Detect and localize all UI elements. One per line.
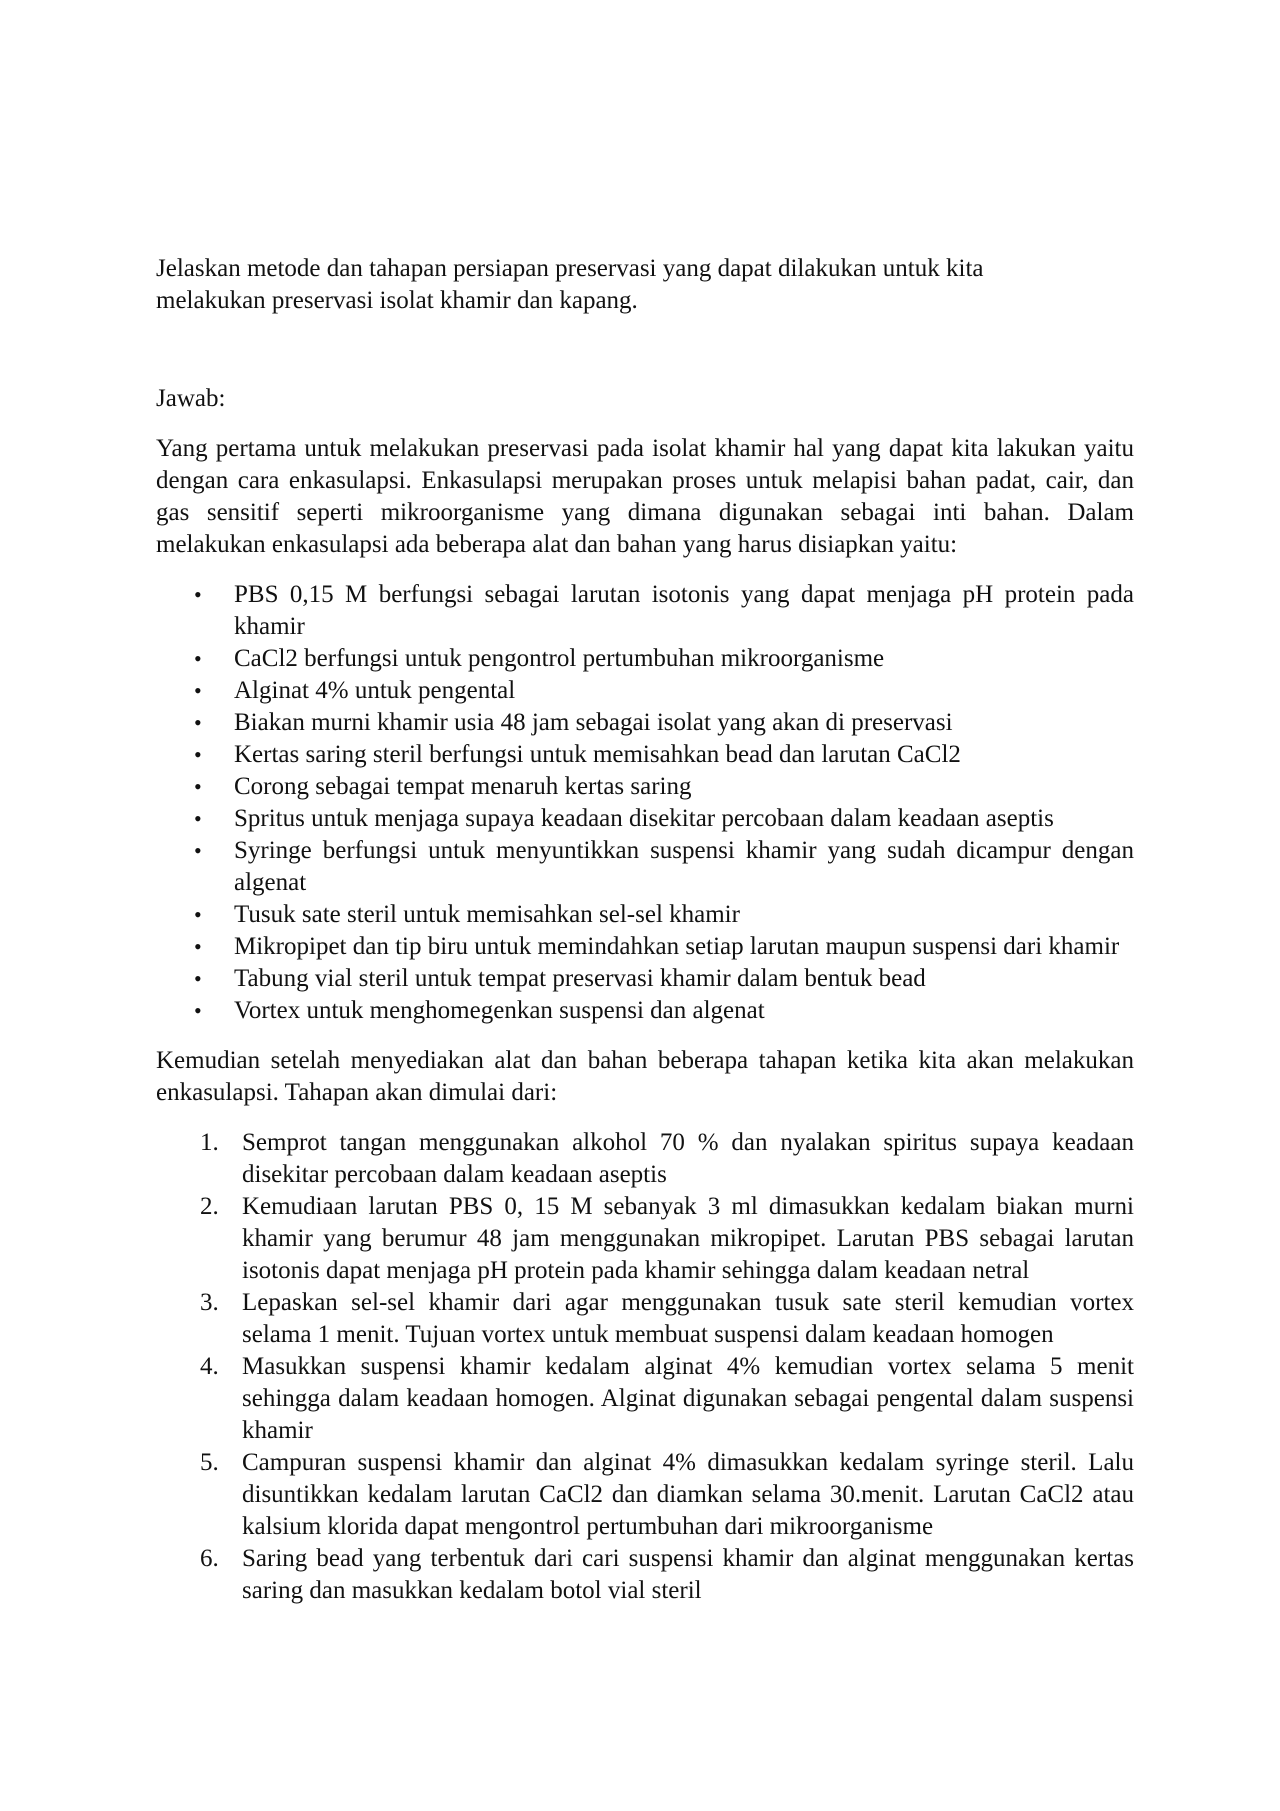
list-item (156, 995, 1134, 1027)
list-item-text: Vortex untuk menghomegenkan suspensi dan algenat (234, 997, 765, 1024)
list-item-text: Corong sebagai tempat menaruh kertas saring (234, 773, 692, 800)
bullet-icon: • (194, 838, 202, 863)
steps-paragraph: Kemudian setelah menyediakan alat dan bahan beberapa tahapan ketika kita akan melakukan enkasulapsi. Tahapan akan dimulai dari: (156, 1047, 1134, 1106)
bullet-icon: • (194, 998, 202, 1023)
list-item (156, 1351, 1134, 1447)
list-item (156, 1543, 1134, 1607)
bullet-icon: • (194, 774, 202, 799)
step-number: 6. (200, 1545, 219, 1572)
bullet-icon: • (194, 678, 202, 703)
question-text: Jelaskan metode dan tahapan persiapan preservasi yang dapat dilakukan untuk kita melakukan preservasi isolat khamir dan kapang. (156, 255, 984, 314)
bullet-icon: • (194, 806, 202, 831)
step-text: Semprot tangan menggunakan alkohol 70 % dan nyalakan spiritus supaya keadaan disekitar percobaan dalam keadaan aseptis (242, 1129, 1134, 1188)
step-number: 4. (200, 1353, 219, 1380)
list-item (156, 771, 1134, 803)
step-number: 1. (200, 1129, 219, 1156)
step-text: Masukkan suspensi khamir kedalam alginat 4% kemudian vortex selama 5 menit sehingga dalam keadaan homogen. Alginat digunakan sebagai pengental dalam suspensi khamir (242, 1353, 1134, 1444)
document-page (156, 253, 1134, 1607)
list-item (156, 899, 1134, 931)
list-item (156, 579, 1134, 643)
bullet-icon: • (194, 742, 202, 767)
list-item-text: Biakan murni khamir usia 48 jam sebagai isolat yang akan di preservasi (234, 709, 953, 736)
list-item (156, 963, 1134, 995)
step-text: Lepaskan sel-sel khamir dari agar menggunakan tusuk sate steril kemudian vortex selama 1 menit. Tujuan vortex untuk membuat suspensi dalam keadaan homogen (242, 1289, 1134, 1348)
list-item (156, 1287, 1134, 1351)
list-item (156, 1191, 1134, 1287)
step-number: 3. (200, 1289, 219, 1316)
list-item (156, 1127, 1134, 1191)
bullet-icon: • (194, 902, 202, 927)
answer-label: Jawab: (156, 385, 226, 412)
list-item-text: Kertas saring steril berfungsi untuk memisahkan bead dan larutan CaCl2 (234, 741, 961, 768)
list-item-text: Syringe berfungsi untuk menyuntikkan suspensi khamir yang sudah dicampur dengan algenat (234, 837, 1134, 896)
bullet-icon: • (194, 966, 202, 991)
list-item-text: Tusuk sate steril untuk memisahkan sel-sel khamir (234, 901, 740, 928)
materials-list (156, 579, 1134, 1027)
bullet-icon: • (194, 934, 202, 959)
list-item (156, 931, 1134, 963)
step-text: Kemudiaan larutan PBS 0, 15 M sebanyak 3 ml dimasukkan kedalam biakan murni khamir yang berumur 48 jam menggunakan mikropipet. Larutan PBS sebagai larutan isotonis dapat menjaga pH protein pada khamir sehingga dalam keadaan netral (242, 1193, 1134, 1284)
step-text: Campuran suspensi khamir dan alginat 4% dimasukkan kedalam syringe steril. Lalu disuntikkan kedalam larutan CaCl2 dan diamkan selama 30.menit. Larutan CaCl2 atau kalsium klorida dapat mengontrol pertumbuhan dari mikroorganisme (242, 1449, 1134, 1540)
steps-list (156, 1127, 1134, 1607)
list-item-text: PBS 0,15 M berfungsi sebagai larutan isotonis yang dapat menjaga pH protein pada khamir (234, 581, 1134, 640)
step-number: 5. (200, 1449, 219, 1476)
list-item-text: Alginat 4% untuk pengental (234, 677, 516, 704)
list-item-text: Spritus untuk menjaga supaya keadaan disekitar percobaan dalam keadaan aseptis (234, 805, 1054, 832)
list-item-text: Tabung vial steril untuk tempat preservasi khamir dalam bentuk bead (234, 965, 926, 992)
list-item (156, 1447, 1134, 1543)
bullet-icon: • (194, 582, 202, 607)
intro-paragraph: Yang pertama untuk melakukan preservasi pada isolat khamir hal yang dapat kita lakukan yaitu dengan cara enkasulapsi. Enkasulapsi merupakan proses untuk melapisi bahan padat, cair, dan gas sensitif seperti mikroorganisme yang dimana digunakan sebagai inti bahan. Dalam melakukan enkasulapsi ada beberapa alat dan bahan yang harus disiapkan yaitu: (156, 435, 1134, 558)
list-item (156, 739, 1134, 771)
bullet-icon: • (194, 646, 202, 671)
list-item (156, 835, 1134, 899)
step-number: 2. (200, 1193, 219, 1220)
bullet-icon: • (194, 710, 202, 735)
list-item (156, 803, 1134, 835)
step-text: Saring bead yang terbentuk dari cari suspensi khamir dan alginat menggunakan kertas saring dan masukkan kedalam botol vial steril (242, 1545, 1134, 1604)
list-item (156, 675, 1134, 707)
list-item (156, 707, 1134, 739)
list-item-text: Mikropipet dan tip biru untuk memindahkan setiap larutan maupun suspensi dari khamir (234, 933, 1120, 960)
list-item-text: CaCl2 berfungsi untuk pengontrol pertumbuhan mikroorganisme (234, 645, 885, 672)
list-item (156, 643, 1134, 675)
